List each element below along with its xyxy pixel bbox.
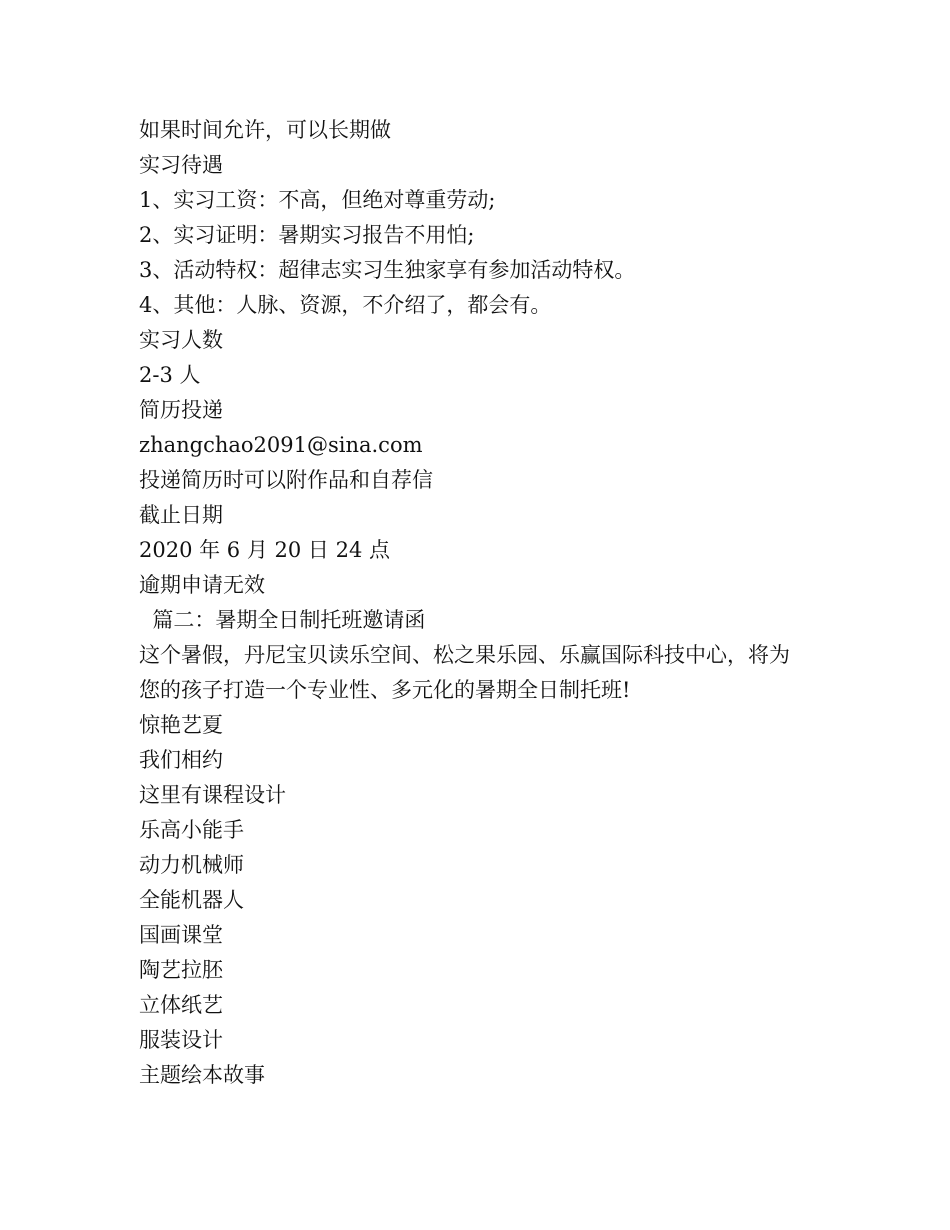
course-item: 主题绘本故事: [139, 1063, 265, 1087]
section-heading: 实习人数: [139, 328, 223, 352]
text-line: 逾期申请无效: [139, 573, 265, 597]
deadline-text: 2020 年 6 月 20 日 24 点: [139, 538, 390, 562]
text-line: 惊艳艺夏: [139, 713, 223, 737]
course-item: 动力机械师: [139, 853, 244, 877]
section-heading: 实习待遇: [139, 153, 223, 177]
email-text: zhangchao2091@sina.com: [139, 433, 423, 457]
course-item: 立体纸艺: [139, 993, 223, 1017]
text-line: 投递简历时可以附作品和自荐信: [139, 468, 433, 492]
course-item: 国画课堂: [139, 923, 223, 947]
text-line: 如果时间允许，可以长期做: [139, 118, 391, 142]
text-line: 这里有课程设计: [139, 783, 286, 807]
article-title: 篇二：暑期全日制托班邀请函: [139, 608, 426, 632]
document-body: [139, 113, 839, 1093]
text-line: 2-3 人: [139, 363, 201, 387]
section-heading: 简历投递: [139, 398, 223, 422]
list-item: 4、其他：人脉、资源，不介绍了，都会有。: [139, 293, 552, 317]
list-item: 3、活动特权：超律志实习生独家享有参加活动特权。: [139, 258, 636, 282]
course-item: 陶艺拉胚: [139, 958, 223, 982]
paragraph-line: 您的孩子打造一个专业性、多元化的暑期全日制托班!: [139, 678, 631, 702]
list-item: 2、实习证明：暑期实习报告不用怕;: [139, 223, 475, 247]
course-item: 乐高小能手: [139, 818, 244, 842]
text-line: 我们相约: [139, 748, 223, 772]
section-heading: 截止日期: [139, 503, 223, 527]
course-item: 全能机器人: [139, 888, 244, 912]
list-item: 1、实习工资：不高，但绝对尊重劳动;: [139, 188, 496, 212]
paragraph-line: 这个暑假，丹尼宝贝读乐空间、松之果乐园、乐赢国际科技中心，将为: [139, 643, 790, 667]
course-item: 服装设计: [139, 1028, 223, 1052]
